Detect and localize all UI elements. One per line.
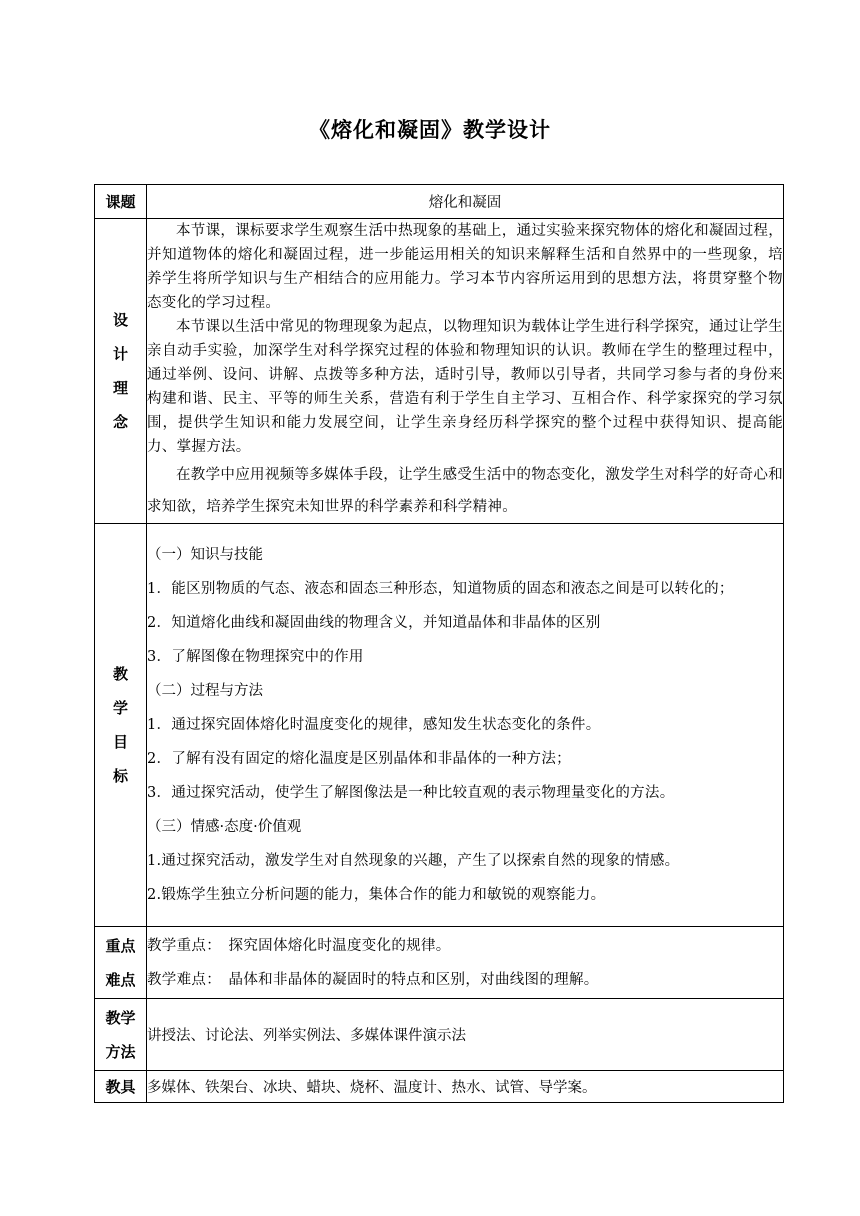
goal-section-heading: （二）过程与方法 [147, 683, 263, 699]
goal-section-heading: （三）情感·态度·价值观 [147, 819, 302, 835]
table-row-topic [95, 185, 784, 219]
design-paragraph: 本节课以生活中常见的物理现象为起点，以物理知识为载体让学生进行科学探究，通过让学生亲自动手实验，加深学生对科学探究过程的体验和物理知识的认识。教师在学生的整理过程中，通过举例、设问、讲解、点拨等多种方法，适时引导，教师以引导者，共同学习参与者的身份来构建和谐、民主、平等的师生关系，营造有利于学生自主学习、互相合作、科学家探究的学习氛围，提供学生知识和能力发展空间，让学生亲身经历科学探究的整个过程中获得知识、提高能力、掌握方法。 [147, 319, 783, 455]
goal-item: 2．知道熔化曲线和凝固曲线的物理含义，并知道晶体和非晶体的区别 [147, 615, 601, 631]
goal-item: 1.通过探究活动，激发学生对自然现象的兴趣，产生了以探索自然的现象的情感。 [147, 853, 680, 869]
table-row-key-difficult-points [95, 927, 784, 999]
design-philosophy-content [147, 219, 784, 524]
key-difficult-label: 重点 难点 [95, 927, 147, 999]
teaching-aids-value: 多媒体、铁架台、冰块、蜡块、烧杯、温度计、热水、试管、导学案。 [147, 1071, 784, 1103]
lesson-plan-table [94, 184, 784, 1103]
teaching-goals-content [147, 524, 784, 927]
teaching-methods-value: 讲授法、讨论法、列举实例法、多媒体课件演示法 [147, 999, 784, 1071]
teaching-goals-label: 教 学 目 标 [95, 524, 147, 927]
goal-item: 3．通过探究活动，使学生了解图像法是一种比较直观的表示物理量变化的方法。 [147, 785, 675, 801]
goal-item: 1．能区别物质的气态、液态和固态三种形态，知道物质的固态和液态之间是可以转化的； [147, 581, 734, 597]
table-row-teaching-methods [95, 999, 784, 1071]
goal-item: 1．通过探究固体熔化时温度变化的规律，感知发生状态变化的条件。 [147, 717, 601, 733]
goal-item: 2．了解有没有固定的熔化温度是区别晶体和非晶体的一种方法； [147, 751, 571, 767]
table-row-teaching-goals [95, 524, 784, 927]
teaching-aids-label: 教具 [95, 1071, 147, 1103]
topic-label: 课题 [95, 185, 147, 219]
goal-section-heading: （一）知识与技能 [147, 547, 263, 563]
design-paragraph: 本节课，课标要求学生观察生活中热现象的基础上，通过实验来探究物体的熔化和凝固过程，并知道物体的熔化和凝固过程，进一步能运用相关的知识来解释生活和自然界中的一些现象，培养学生将所学知识与生产相结合的应用能力。学习本节内容所运用到的思想方法，将贯穿整个物态变化的学习过程。 [147, 223, 783, 311]
design-philosophy-label: 设 计 理 念 [95, 219, 147, 524]
table-row-design-philosophy [95, 219, 784, 524]
goal-item: 3．了解图像在物理探究中的作用 [147, 649, 364, 665]
table-row-teaching-aids [95, 1071, 784, 1103]
design-paragraph: 在教学中应用视频等多媒体手段，让学生感受生活中的物态变化，激发学生对科学的好奇心和求知欲，培养学生探究未知世界的科学素养和科学精神。 [147, 467, 783, 515]
topic-value: 熔化和凝固 [147, 185, 784, 219]
document-title: 《熔化和凝固》教学设计 [309, 118, 551, 142]
difficult-point: 教学难点： 晶体和非晶体的凝固时的特点和区别，对曲线图的理解。 [147, 971, 599, 988]
goal-item: 2.锻炼学生独立分析问题的能力，集体合作的能力和敏锐的观察能力。 [147, 887, 606, 903]
key-point: 教学重点： 探究固体熔化时温度变化的规律。 [147, 937, 451, 954]
key-difficult-content [147, 927, 784, 999]
teaching-methods-label: 教学 方法 [95, 999, 147, 1071]
